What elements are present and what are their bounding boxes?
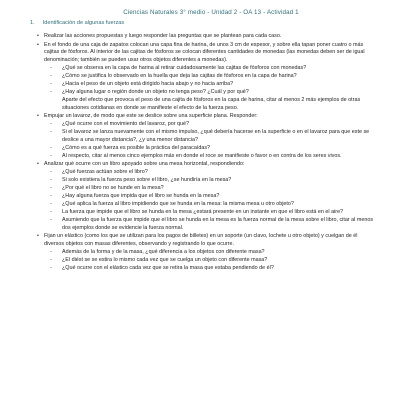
dash-marker: - [50,152,52,159]
dash-marker: - [50,200,52,207]
question-item [44,265,378,273]
dash-marker: - [50,121,52,128]
question-item [44,89,378,97]
dash-marker: - [50,65,52,72]
section-title-text: Identificación de algunas fuerzas [42,20,125,26]
question-text: La fuerza que impide que el libro se hunda en la mesa ¿estará presente en un instante en que el libro está en el aire? [62,208,344,215]
dash-marker: - [50,73,52,80]
question-text: Además de la forma y de la masa, ¿qué diferencia a los objetos con diferente masa? [62,248,265,255]
question-text: ¿Qué ocurre con el movimiento del lavaroz, por qué? [62,121,190,128]
activity-list [24,33,378,273]
question-item [44,121,378,129]
question-text: Aparte del efecto que provoca el peso de una cajita de fósforos en la capa de harina, citar al menos 2 más ejemplos de otras situaciones cotidianas en donde se manifieste el efecto de la fuerza peso. [62,96,361,111]
question-list [44,169,378,232]
question-text: Asumiendo que la fuerza que impide que el libro se hunda en la mesa es la fuerza normal de la mesa sobre el libro, citar al menos dos ejemplos donde se evidencie la fuerza normal. [62,216,374,231]
question-text: ¿Qué aplica la fuerza al libro impidiendo que se hunda en la mesa: la misma mesa u otro objeto? [62,200,294,207]
bullet-icon: • [37,233,39,240]
question-text: ¿Qué se observa en la capa de harina al retirar cuidadosamente las cajitas de fósforos con monedas? [62,65,307,72]
question-item [44,97,378,113]
dash-marker: - [50,208,52,215]
question-item [44,257,378,265]
question-text: ¿Hacia el peso de un objeto está dirigido hacia abajo y no hacia arriba? [62,81,234,88]
question-text: Si el lavaroz se lanza nuevamente con el mismo impulso, ¿qué debería hacerse en la superficie o en el lavaroz para que este se deslice a una mayor distancia?, ¿y una menor distancia? [62,129,370,143]
dash-marker: - [50,264,52,271]
question-text: Al respecto, citar al menos cinco ejemplos más en donde el roce se manifieste o favor o en contra de los seres vivos. [62,152,342,159]
bullet-icon: • [37,41,39,48]
question-item [44,201,378,209]
dash-marker: - [50,81,52,88]
question-item [44,65,378,73]
activity-item-text: Analizar qué ocurre con un libro apoyado sobre una mesa horizontal, respondiendo: [44,161,245,168]
question-list [44,249,378,273]
question-text: ¿Qué fuerzas actúan sobre el libro? [62,169,148,176]
question-item [44,169,378,177]
dash-marker: - [50,248,52,255]
question-text: ¿El diést se se estira lo mismo cada vez que se cuelga un objeto con diferente masa? [62,256,268,263]
question-text: ¿Cómo se justifica lo observado en la huella que deja las cajitas de fósforos en la capa de harina? [62,73,297,80]
activity-item-5 [24,233,378,273]
activity-item-1 [24,33,378,41]
activity-item-3 [24,113,378,160]
section-number: 1. [30,20,35,26]
question-list [44,65,378,112]
question-item [44,217,378,233]
question-item [44,193,378,201]
question-text: ¿Hay alguna lugar o región donde un objeto no tenga peso? ¿Cuál y por qué? [62,88,249,95]
dash-marker: - [50,185,52,191]
dash-marker: - [50,256,52,263]
dash-marker: - [50,88,52,95]
question-item [44,177,378,185]
question-text: Si solo existiera la fuerza peso sobre el libro, ¿se hundiría en la mesa? [62,177,232,184]
bullet-icon: • [37,113,39,120]
dash-marker: - [50,169,52,176]
document-header: Ciencias Naturales 3° medio - Unidad 2 - OA 13 - Actividad 1 [123,9,299,16]
question-item [44,73,378,81]
activity-item-text: En el fondo de una caja de zapatos colocan una capa fina de harina, de unos 3 cm de espesor, y sobre ella tapan poner cuatro o más cajitas de fósforos. Al interior de las cajitas de fósforos se colocan diferentes cantidades de monedas (las monedas deben ser de igual denominación; también se pueden usar otros objetos diferentes a monedas). [44,41,365,64]
dash-marker: - [50,129,52,136]
bullet-icon: • [37,33,39,39]
question-item [44,145,378,153]
activity-item-text: Empujar un lavaroz, de modo que este se deslice sobre una superficie plana. Responder: [44,113,258,120]
section-title [30,19,378,27]
dash-marker: - [50,144,52,151]
question-text: ¿Cómo es a qué fuerza es posible la práctica del paracaídas? [62,144,211,151]
activity-item-4 [24,161,378,232]
activity-item-text: Fijan un elástico (como los que se utilizan para los pagos de billetes) en un soporte (un clavo, lochete u otro objeto) y cuelgan de él diversos objetos con masas diferentes, observando y registrando lo que ocurre. [44,233,358,247]
question-item [44,185,378,193]
question-list [44,121,378,161]
activity-item-text: Realizar las acciones propuestas y luego responder las preguntas que se plantean para cada caso. [44,33,282,39]
activity-item-2 [24,42,378,113]
question-item [44,81,378,89]
dash-marker: - [50,216,52,223]
question-item [44,153,378,161]
question-item [44,129,378,145]
question-item [44,249,378,257]
dash-marker: - [50,177,52,184]
question-text: ¿Hay alguna fuerza que impida que el libro se hunda en la mesa? [62,192,220,199]
question-text: ¿Qué ocurre con el elástico cada vez que se retira la masa que estaba pendiendo de él? [62,264,274,271]
question-item [44,209,378,217]
bullet-icon: • [37,161,39,168]
dash-marker: - [50,192,52,199]
question-text: ¿Por qué el libro no se hunde en la mesa? [62,185,164,191]
